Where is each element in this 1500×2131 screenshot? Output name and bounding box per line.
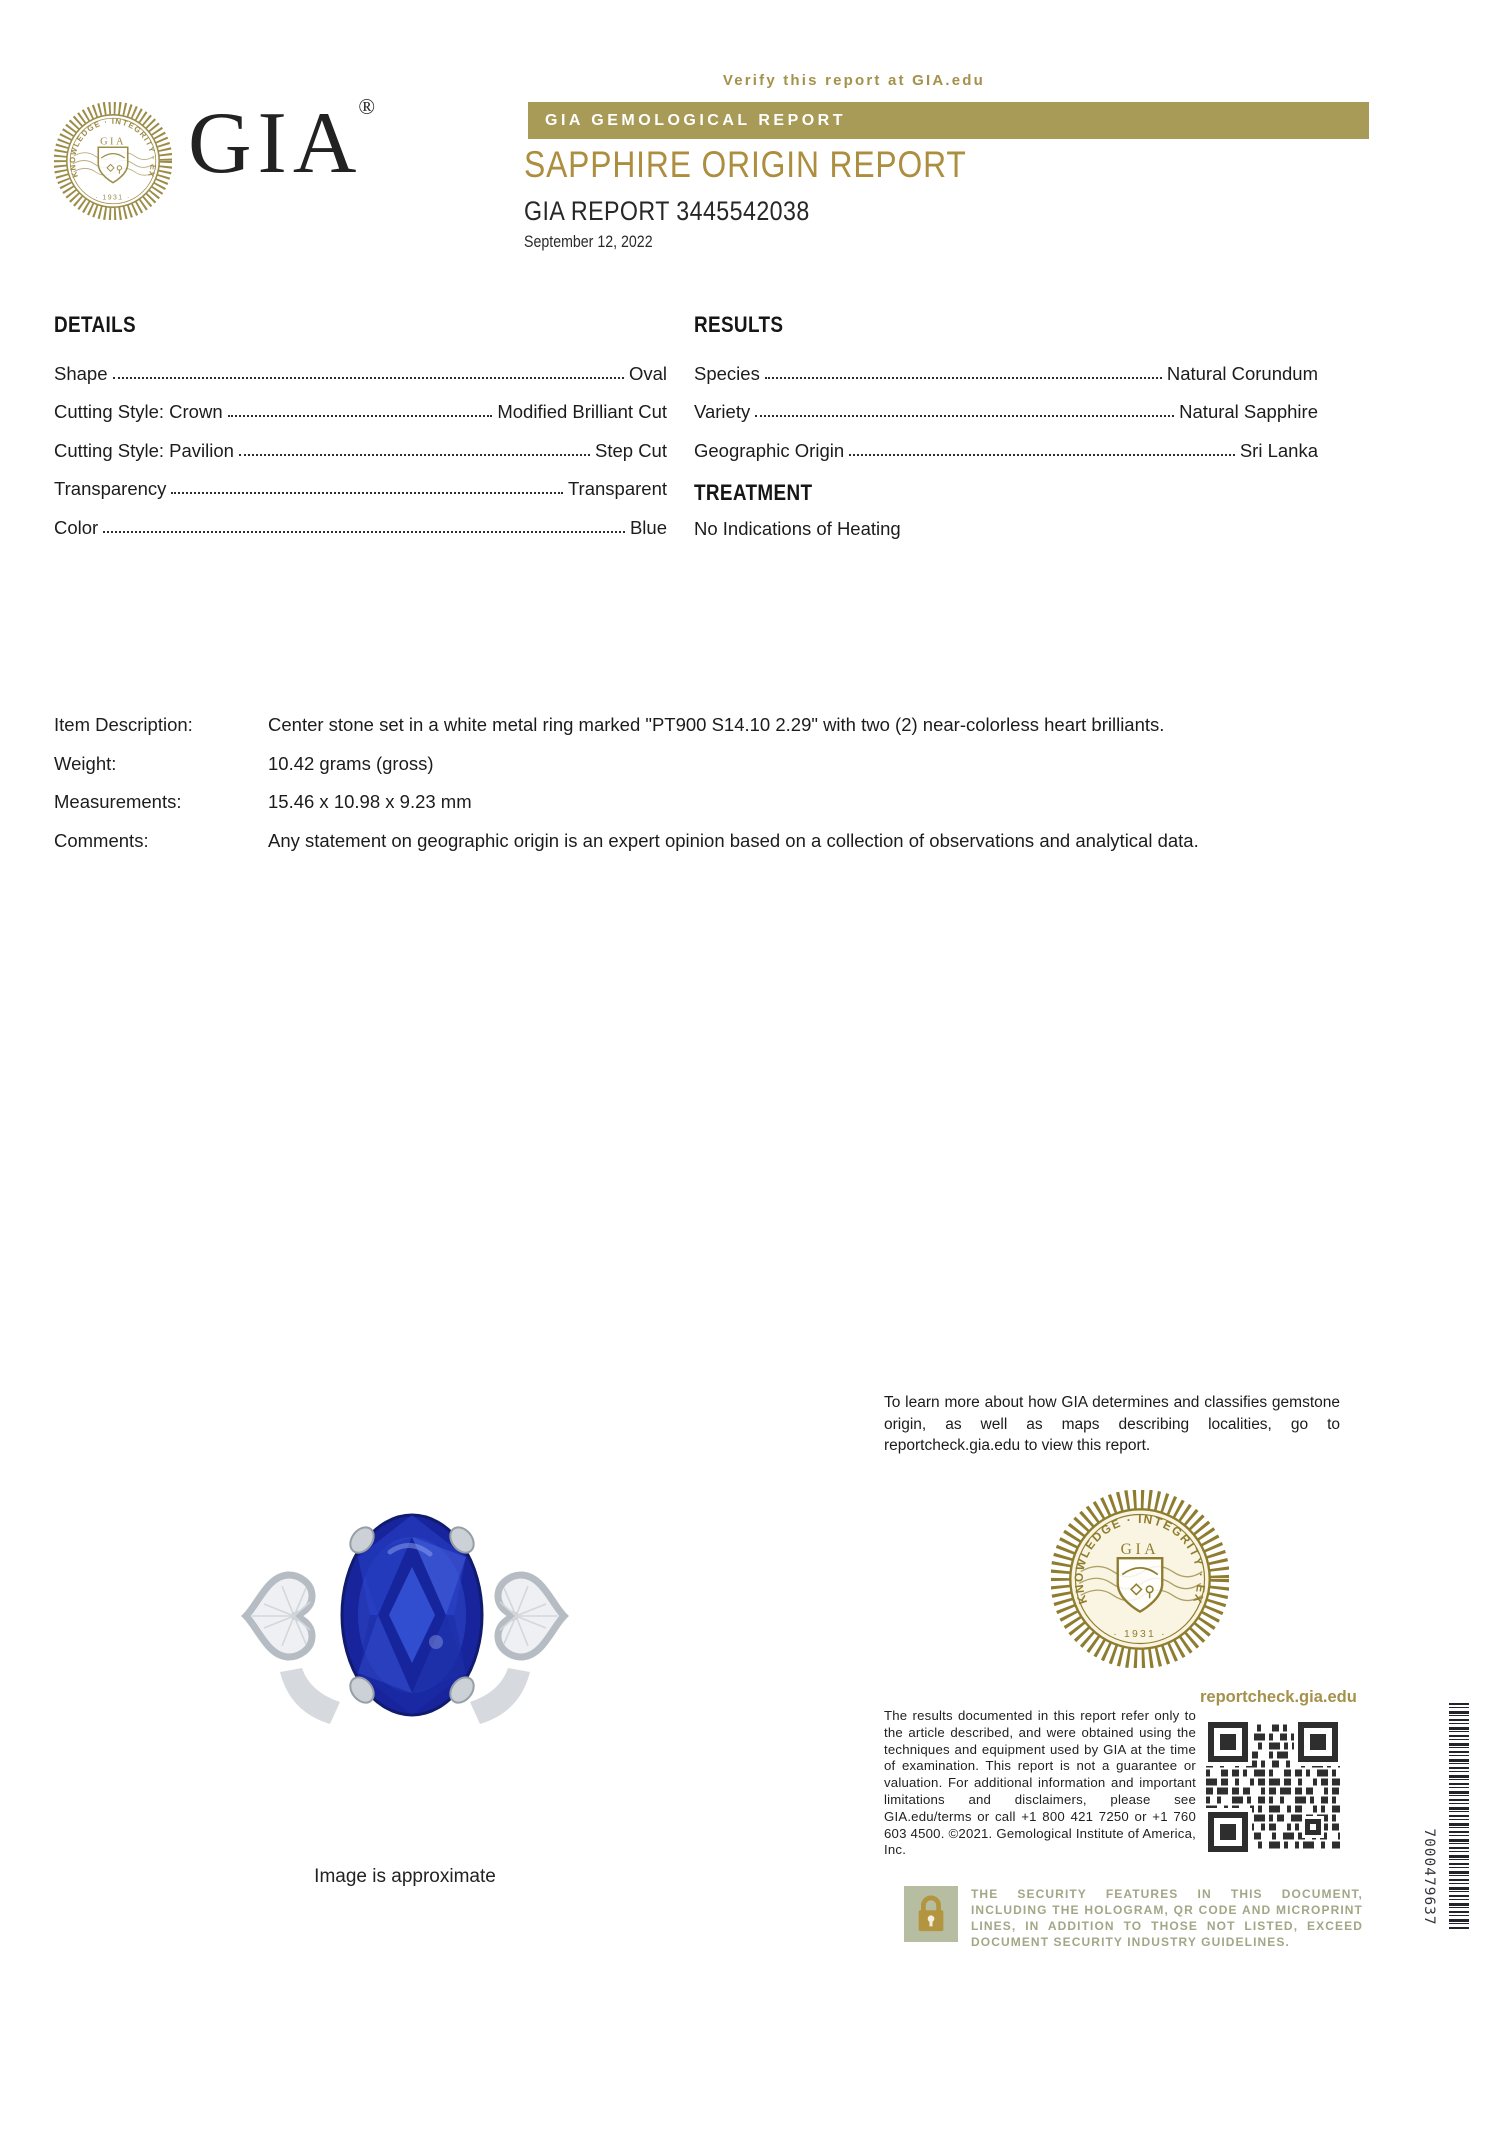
dotted-leader: [239, 454, 590, 456]
item-label: Comments:: [54, 829, 149, 851]
ring-photo: [240, 1482, 570, 1787]
learn-more-text: To learn more about how GIA determines and classifies gemstone origin, as well as maps describing localities, go to reportcheck.gia.edu to view this report.: [884, 1394, 1340, 1454]
report-type-banner: [528, 102, 1369, 139]
security-note: [904, 1886, 1364, 1950]
qr-code: [1206, 1720, 1340, 1860]
item-value-weight: 10.42 grams (gross): [268, 752, 434, 774]
results-section: [694, 312, 1318, 540]
item-value-measurements: 15.46 x 10.98 x 9.23 mm: [268, 791, 472, 812]
registered-mark: ®: [358, 94, 376, 119]
dotted-leader: [228, 415, 493, 417]
detail-row-transparency: Transparency Transparent: [54, 478, 667, 499]
barcode-number: 7000479637: [1421, 1828, 1437, 1926]
item-value-description: Center stone set in a white metal ring marked "PT900 S14.10 2.29" with two (2) near-colorless heart brilliants.: [268, 714, 1165, 735]
treatment-heading: TREATMENT: [694, 479, 813, 505]
gia-hologram-seal-icon: [1051, 1490, 1229, 1668]
disclaimer-text: The results documented in this report refer only to the article described, and were obtained using the techniques and equipment used by GIA at the time of examination. This report is not a guarantee or valuation. For additional information and important limitations and disclaimers, please see GIA.edu/terms or call +1 800 421 7250 or +1 760 603 4500. ©2021. Gemological Institute of America, Inc.: [884, 1708, 1196, 1858]
dotted-leader: [113, 377, 624, 379]
treatment-section: [694, 480, 1318, 540]
details-section: [54, 312, 667, 541]
dotted-leader: [103, 531, 625, 533]
result-row-species: Species Natural Corundum: [694, 362, 1318, 384]
item-label: Weight:: [54, 752, 117, 774]
banner-label: GIA GEMOLOGICAL REPORT: [545, 112, 847, 129]
image-caption: Image is approximate: [314, 1866, 496, 1887]
result-row-origin: Geographic Origin Sri Lanka: [694, 439, 1318, 461]
detail-row-pavilion: Cutting Style: Pavilion Step Cut: [54, 439, 667, 461]
gia-wordmark: GIA®: [188, 94, 376, 192]
report-number: GIA REPORT 3445542038: [524, 196, 810, 226]
report-title: SAPPHIRE ORIGIN REPORT: [524, 144, 967, 185]
gia-seal-logo-icon: [54, 102, 172, 220]
verify-link-text: Verify this report at GIA.edu: [722, 72, 985, 89]
treatment-value: No Indications of Heating: [694, 517, 901, 539]
dotted-leader: [755, 415, 1174, 417]
barcode: [1449, 1703, 1469, 1931]
item-value-comments: Any statement on geographic origin is an expert opinion based on a collection of observations and analytical data.: [268, 829, 1199, 851]
results-heading: RESULTS: [694, 312, 784, 337]
detail-row-color: Color Blue: [54, 516, 667, 538]
item-label: Measurements:: [54, 791, 182, 812]
dotted-leader: [849, 454, 1235, 456]
dotted-leader: [171, 492, 563, 494]
result-row-variety: Variety Natural Sapphire: [694, 401, 1318, 422]
lock-icon: [904, 1886, 958, 1942]
report-date: September 12, 2022: [524, 233, 653, 251]
item-label: Item Description:: [54, 714, 193, 735]
dotted-leader: [765, 377, 1162, 379]
reportcheck-label: reportcheck.gia.edu: [1200, 1688, 1357, 1706]
details-heading: DETAILS: [54, 312, 136, 337]
security-text: THE SECURITY FEATURES IN THIS DOCUMENT, INCLUDING THE HOLOGRAM, QR CODE AND MICROPRINT LINES, IN ADDITION TO THOSE NOT LISTED, EXCEED DOCUMENT SECURITY INDUSTRY GUIDELINES.: [971, 1887, 1363, 1949]
detail-row-crown: Cutting Style: Crown Modified Brilliant Cut: [54, 401, 667, 422]
item-description-section: [54, 706, 1304, 860]
ring-illustration: [240, 1482, 570, 1787]
detail-row-shape: Shape Oval: [54, 362, 667, 384]
